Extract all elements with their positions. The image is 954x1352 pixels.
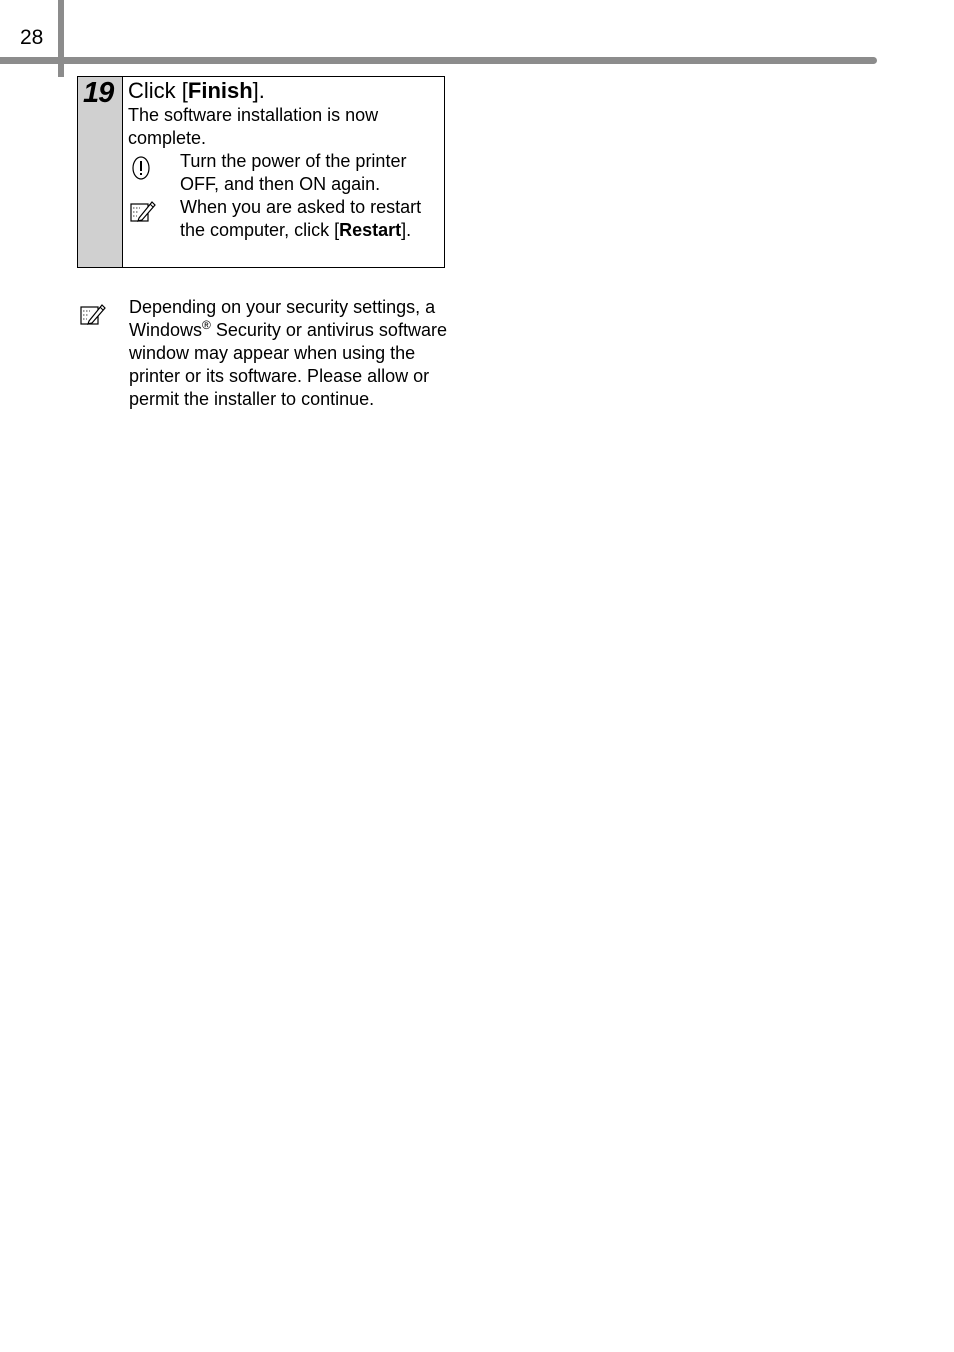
security-note-part1: Depending on your security settings, a Windows: [129, 297, 436, 340]
restart-note-text: [180, 196, 444, 242]
caution-icon: [130, 155, 152, 181]
restart-note-restart: Restart: [339, 220, 402, 240]
security-note-icon-wrap: [80, 296, 129, 411]
security-note-part2: Security or antivirus software window may appear when using the printer or its software. Please allow or permit the installer to continue.: [129, 320, 447, 409]
step-title-finish: Finish: [187, 78, 253, 103]
step-title-prefix: Click [: [128, 78, 188, 103]
step-description: The software installation is now complete.: [128, 105, 379, 148]
step-box: [77, 76, 445, 268]
note-pencil-icon: [80, 302, 106, 326]
caution-icon-wrap: [128, 150, 180, 196]
note-icon-wrap: [128, 196, 180, 242]
header-horizontal-rule: [0, 57, 877, 64]
header-vertical-rule: [58, 0, 64, 77]
caution-row: [128, 150, 444, 196]
step-number: 19: [83, 77, 114, 109]
security-note-text: [129, 296, 449, 411]
restart-note-prefix: When you are asked to restart the computer, click [: [180, 197, 422, 240]
step-title-suffix: ].: [252, 78, 265, 103]
page-number: 28: [20, 26, 44, 49]
security-note: [80, 296, 449, 411]
step-body: [123, 77, 444, 267]
registered-mark: ®: [202, 318, 211, 332]
note-pencil-icon: [130, 199, 156, 223]
caution-text: Turn the power of the printer OFF, and then ON again.: [180, 151, 407, 194]
restart-note-suffix: ].: [401, 220, 412, 240]
step-title: [128, 78, 444, 104]
restart-note-row: [128, 196, 444, 242]
step-number-column: [78, 77, 123, 267]
